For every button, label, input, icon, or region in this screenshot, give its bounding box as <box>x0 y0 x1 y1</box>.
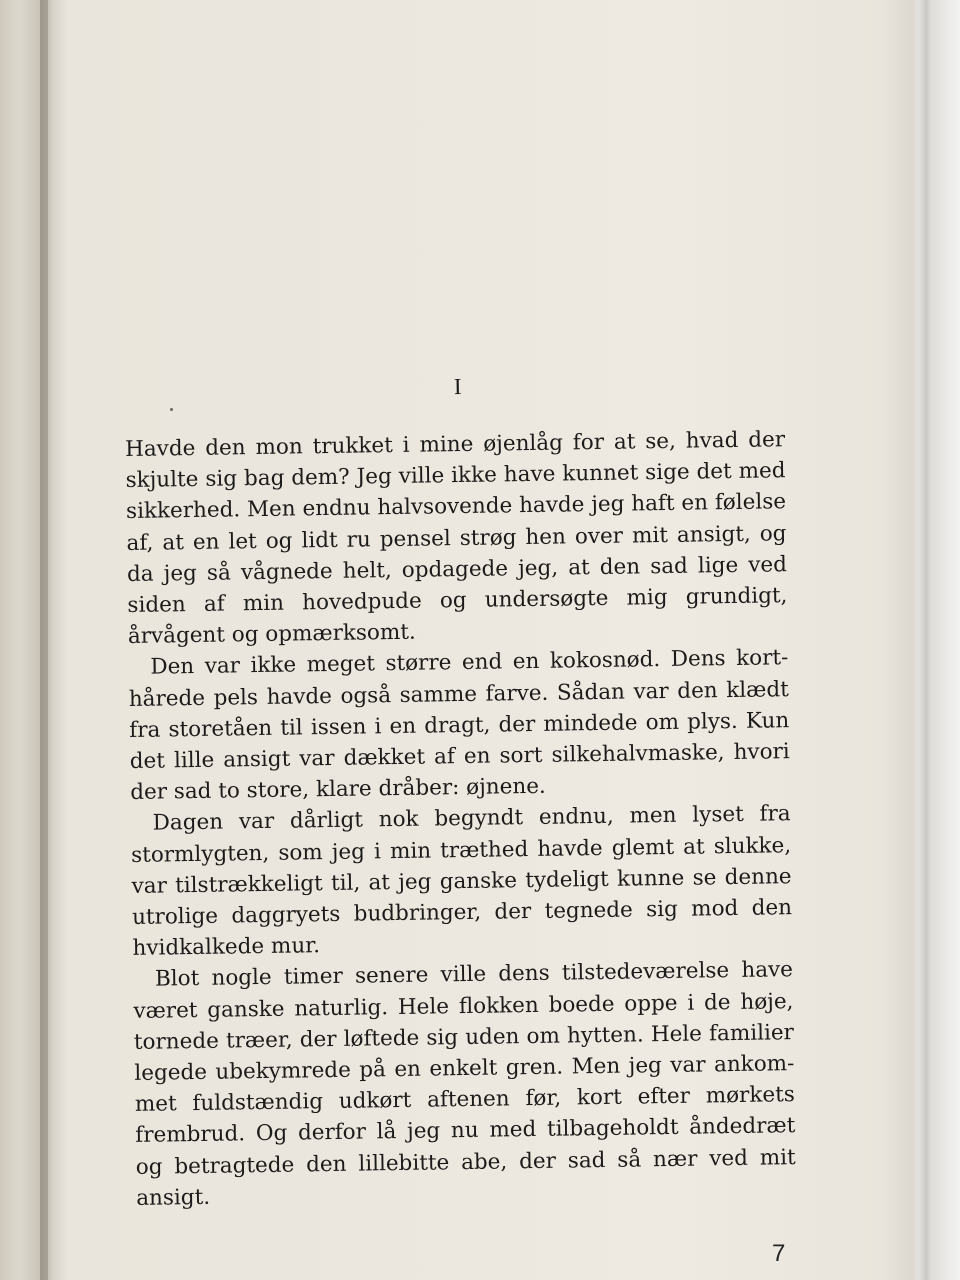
background-surface <box>930 0 960 1280</box>
paragraph-1: Havde den mon trukket i mine øjenlåg for at se, hvad der skjulte sig bag dem? Jeg ville ikke have kunnet sige det med sikkerhed. Men endnu halvsovende havde jeg haft en følelse af, at en let og lidt ru pensel strøg hen over mit ansigt, og da jeg så vågnede helt, opdagede jeg, at den sad lige ved siden af min hovedpude og undersøgte mig grundigt, årvågent og opmærksomt. <box>124 427 788 650</box>
book-gutter-shadow <box>40 0 68 1280</box>
paragraph-4: Blot nogle timer senere ville dens tilstedeværelse have været ganske naturlig. Hele flokken boede oppe i de høje, tornede træer, der løftede sig uden om hytten. Hele familier legede ubekymrede på en enkelt gren. Men jeg var ankommet fuldstændig udkørt aftenen før, kort efter mørkets frembrud. Og derfor lå jeg nu med tilbageholdt åndedræt og betragtede den lillebitte abe, der sad så nær ved mit ansigt. <box>133 957 796 1211</box>
paragraph-3: Dagen var dårligt nok begyndt endnu, men lyset fra stormlygten, som jeg i min træthed havde glemt at slukke, var tilstrækkeligt til, at jeg ganske tydeligt kunne se denne utrolige daggryets budbringer, der tegnede sig mod den hvidkalkede mur. <box>130 801 793 962</box>
page-number: 7 <box>772 1240 786 1267</box>
paragraph-2: Den var ikke meget større end en kokosnød. Dens korthårede pels havde også samme farve. Sådan var den klædt fra storetåen til issen i en dragt, der mindede om plys. Kun det lille ansigt var dækket af en sort silkehalvmaske, hvori der sad to store, klare dråber: øjnene. <box>128 645 790 806</box>
chapter-heading: I <box>453 373 463 400</box>
page-text-block <box>124 362 796 1214</box>
